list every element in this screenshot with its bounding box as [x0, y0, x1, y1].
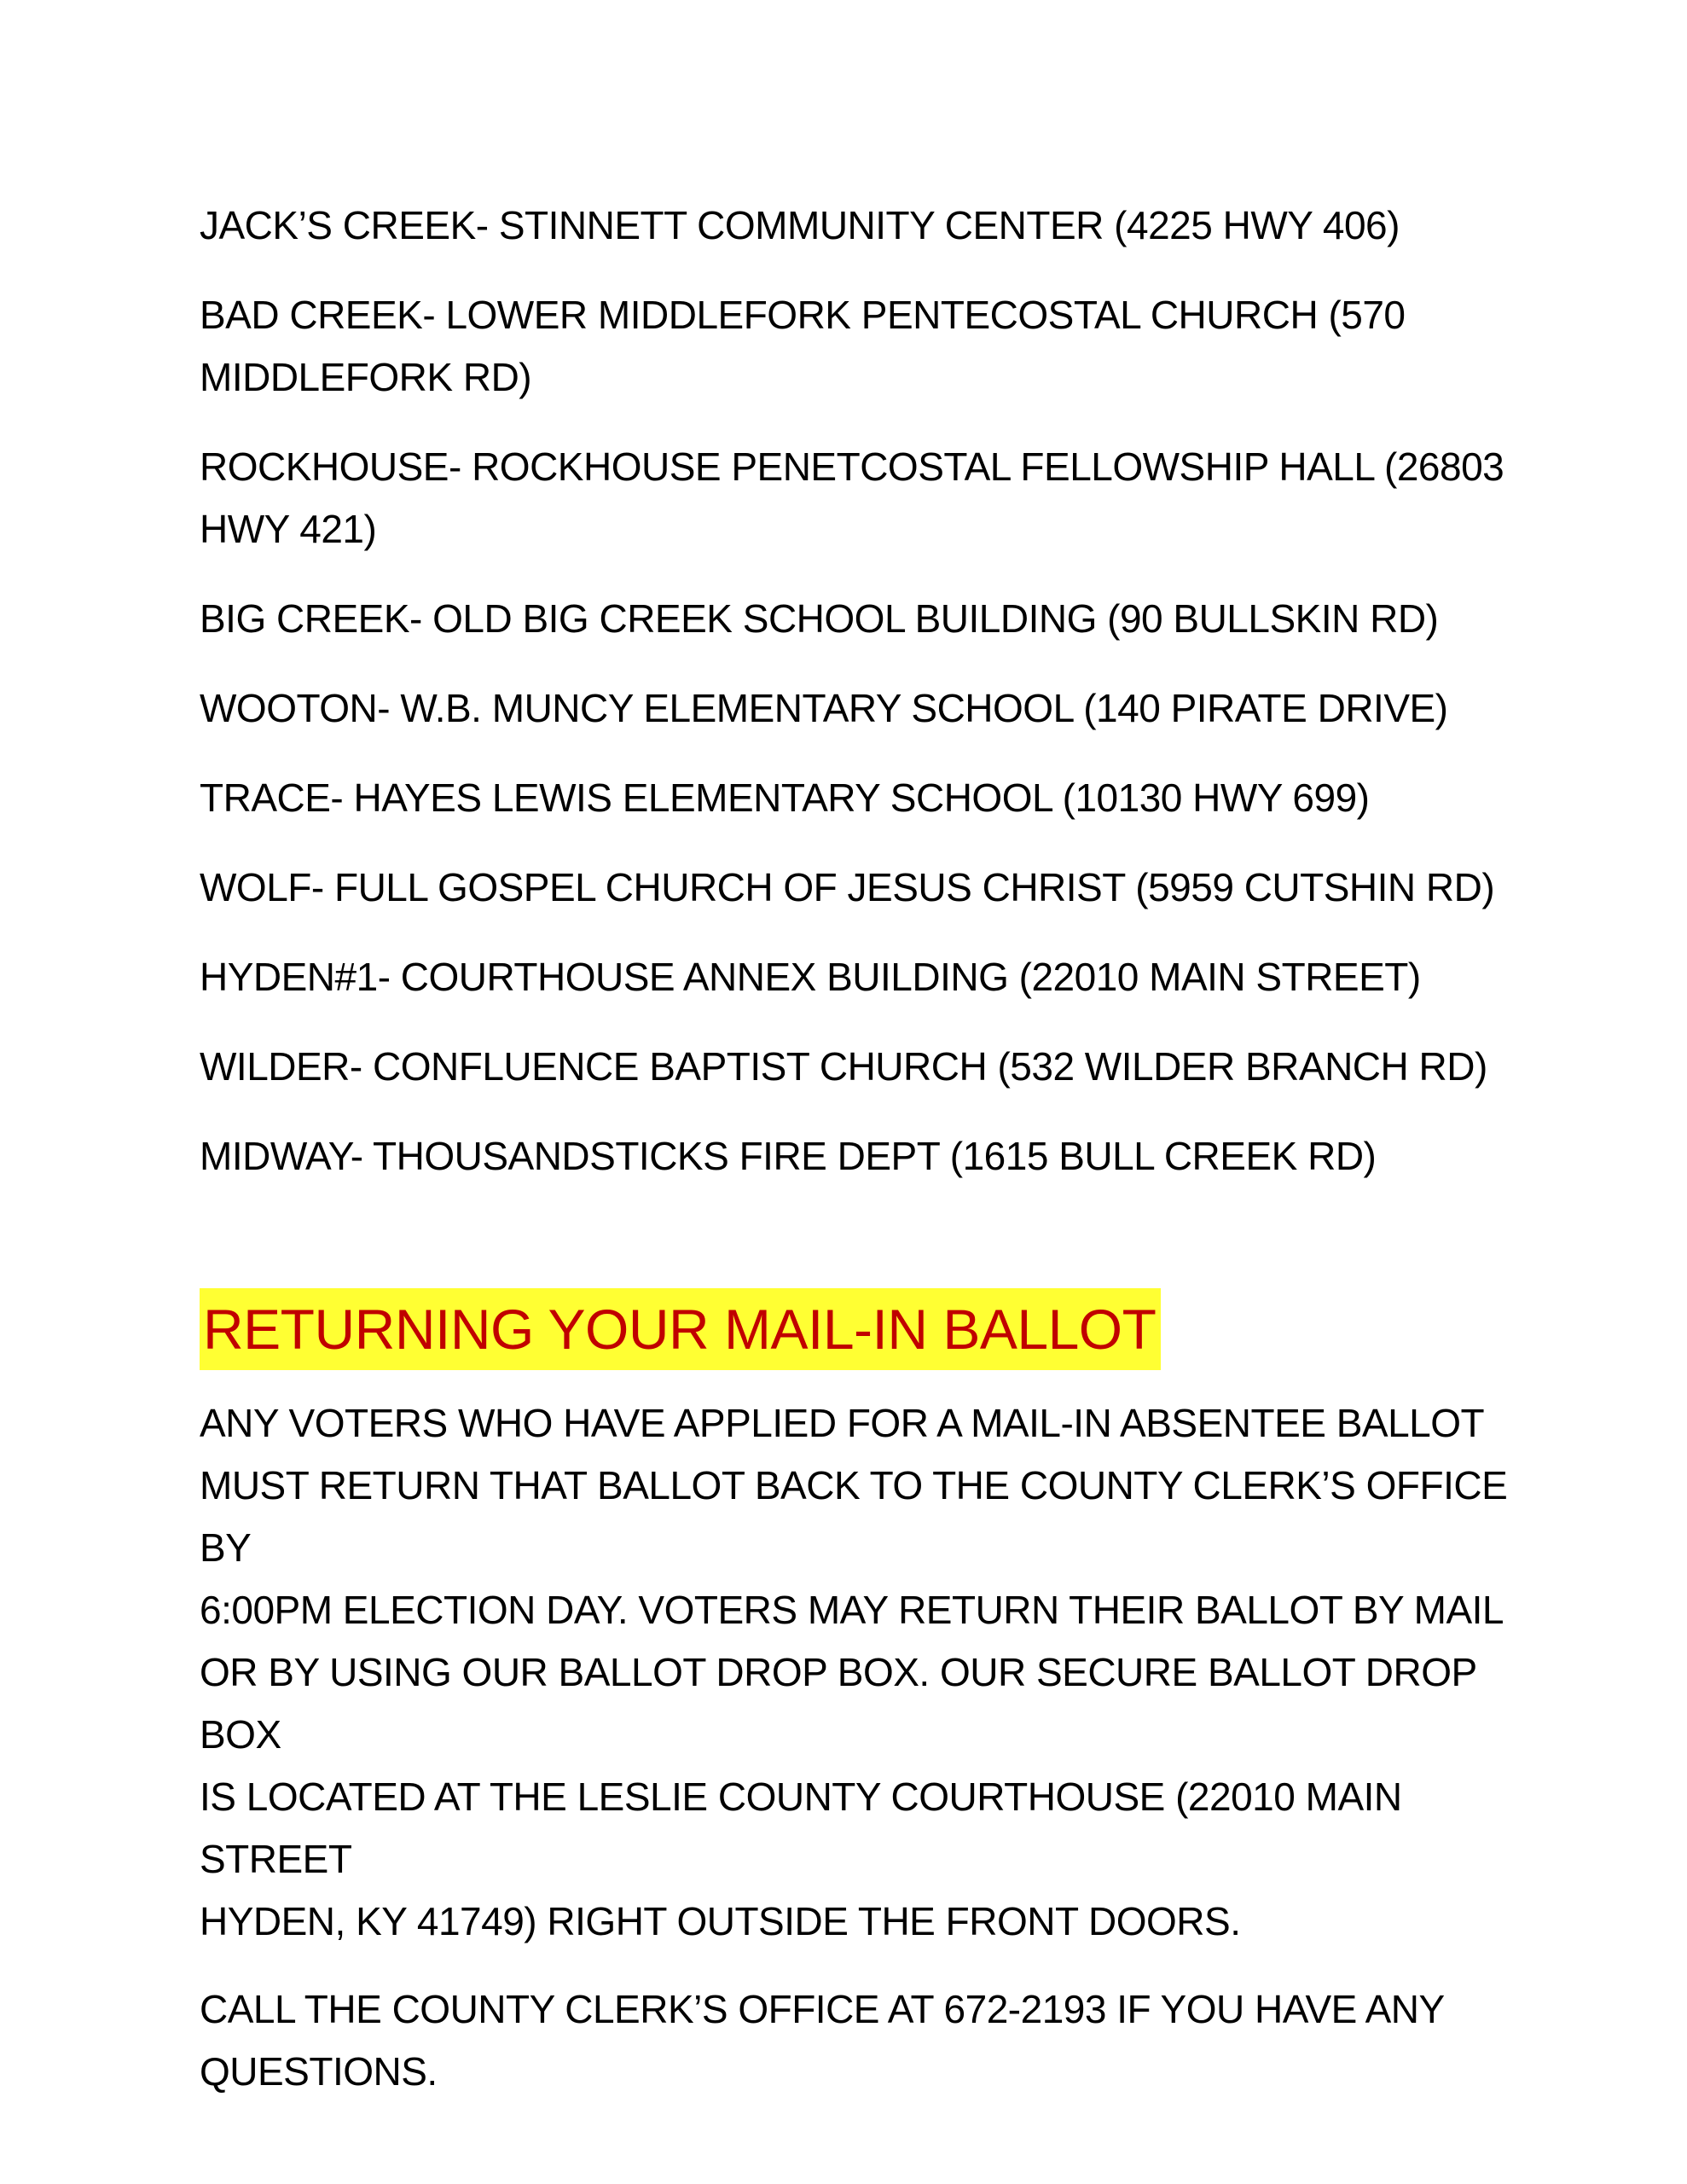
document-page: [200, 195, 1513, 2129]
location-wooton: WOOTON- W.B. MUNCY ELEMENTARY SCHOOL (140 PIRATE DRIVE): [200, 686, 1448, 730]
location-jacks-creek: JACK’S CREEK- STINNETT COMMUNITY CENTER (4225 HWY 406): [200, 203, 1400, 247]
location-midway: MIDWAY- THOUSANDSTICKS FIRE DEPT (1615 BULL CREEK RD): [200, 1134, 1377, 1178]
location-wolf: WOLF- FULL GOSPEL CHURCH OF JESUS CHRIST (5959 CUTSHIN RD): [200, 865, 1495, 909]
location-trace: TRACE- HAYES LEWIS ELEMENTARY SCHOOL (10130 HWY 699): [200, 775, 1370, 820]
section-heading: RETURNING YOUR MAIL-IN BALLOT: [200, 1288, 1161, 1370]
contact-paragraph: CALL THE COUNTY CLERK’S OFFICE AT 672-2193 IF YOU HAVE ANY QUESTIONS.: [200, 1987, 1445, 2094]
mail-in-instructions-paragraph: ANY VOTERS WHO HAVE APPLIED FOR A MAIL-IN ABSENTEE BALLOT MUST RETURN THAT BALLOT BACK TO THE COUNTY CLERK’S OFFICE BY 6:00PM ELECTION DAY. VOTERS MAY RETURN THEIR BALLOT BY MAIL OR BY USING OUR BALLOT DROP BOX. OUR SECURE BALLOT DROP BOX IS LOCATED AT THE LESLIE COUNTY COURTHOUSE (22010 MAIN STREET HYDEN, KY 41749) RIGHT OUTSIDE THE FRONT DOORS.: [200, 1401, 1508, 1943]
location-big-creek: BIG CREEK- OLD BIG CREEK SCHOOL BUILDING (90 BULLSKIN RD): [200, 596, 1439, 641]
polling-locations-list: [200, 195, 1513, 1188]
location-wilder: WILDER- CONFLUENCE BAPTIST CHURCH (532 WILDER BRANCH RD): [200, 1044, 1487, 1089]
location-hyden-1: HYDEN#1- COURTHOUSE ANNEX BUILDING (22010 MAIN STREET): [200, 955, 1421, 999]
location-bad-creek: BAD CREEK- LOWER MIDDLEFORK PENTECOSTAL CHURCH (570 MIDDLEFORK RD): [200, 293, 1406, 399]
location-rockhouse: ROCKHOUSE- ROCKHOUSE PENETCOSTAL FELLOWSHIP HALL (26803 HWY 421): [200, 444, 1504, 551]
section-heading-wrapper: [200, 1288, 1513, 1370]
